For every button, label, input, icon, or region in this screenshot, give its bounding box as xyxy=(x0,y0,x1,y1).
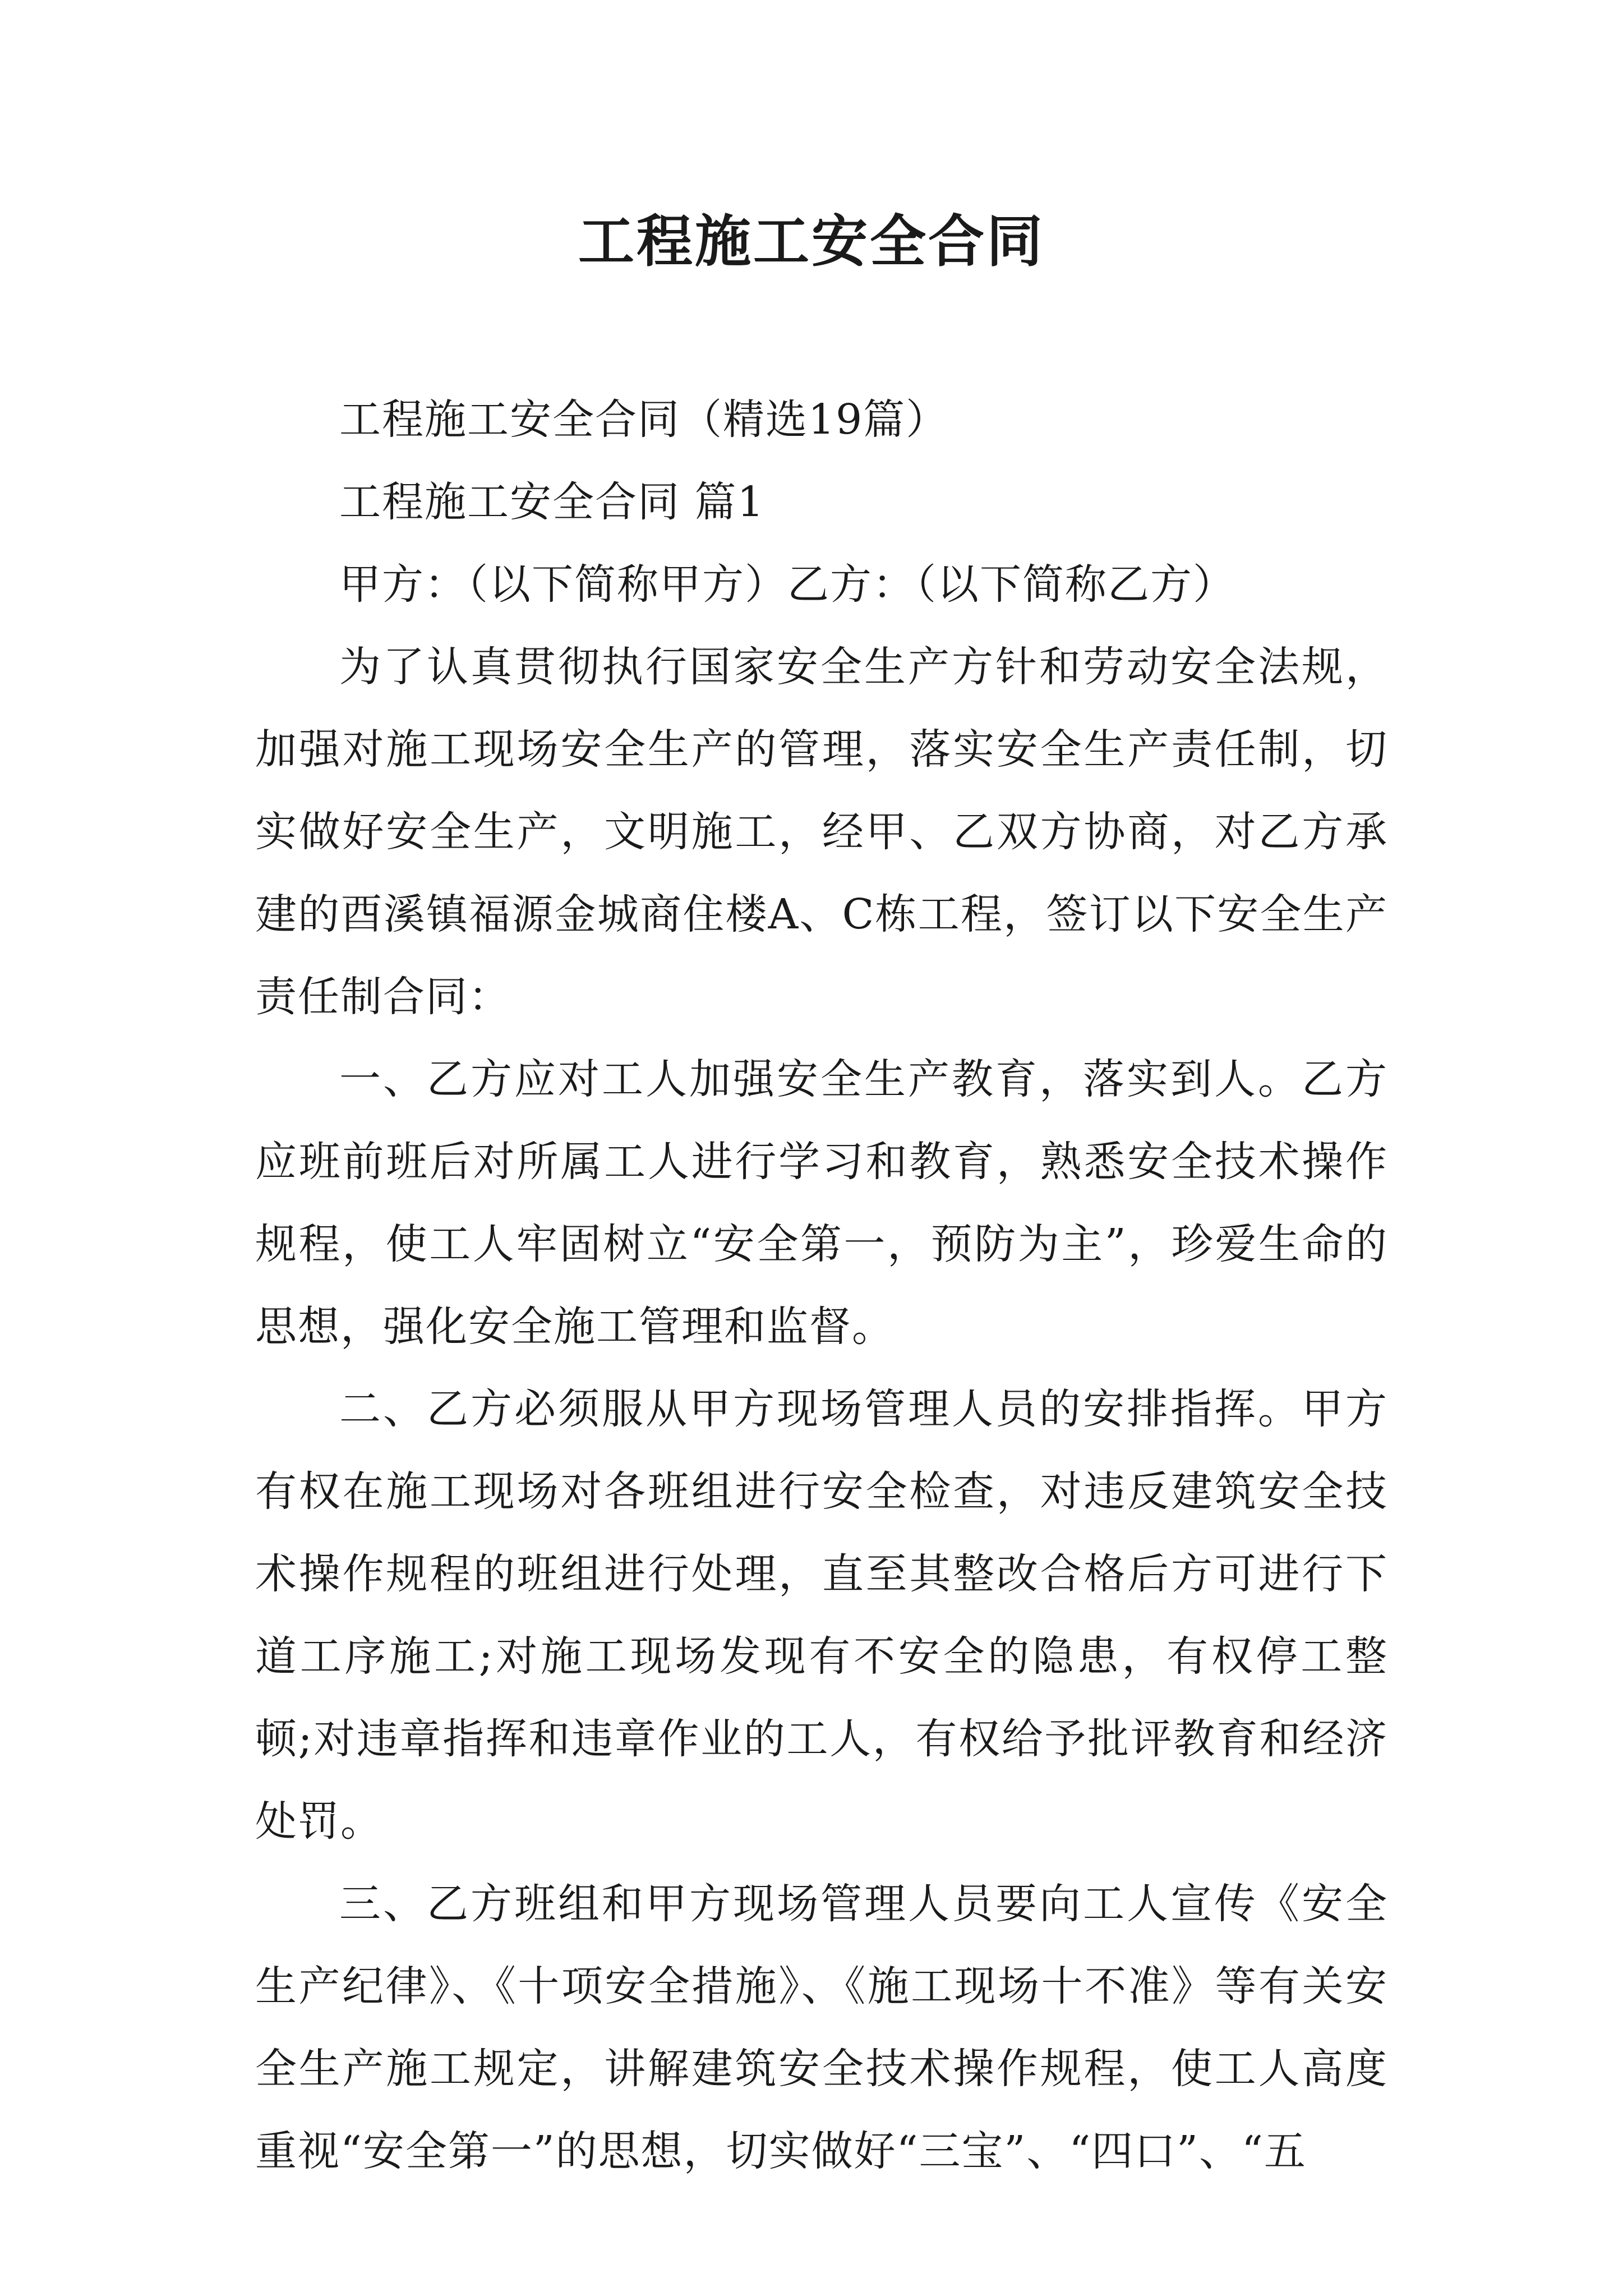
clause-3-paragraph: 三、乙方班组和甲方现场管理人员要向工人宣传《安全生产纪律》、《十项安全措施》、《施工现场十不准》等有关安全生产施工规定，讲解建筑安全技术操作规程，使工人高度重视“安全第一”的思想，切实做好“三宝”、“四口”、“五 xyxy=(255,1880,1388,2175)
document-subtitle: 工程施工安全合同（精选19篇） xyxy=(339,395,949,444)
section-heading: 工程施工安全合同 篇1 xyxy=(339,478,765,526)
preamble-paragraph: 为了认真贯彻执行国家安全生产方针和劳动安全法规，加强对施工现场安全生产的管理，落实安全生产责任制，切实做好安全生产，文明施工，经甲、乙双方协商，对乙方承建的酉溪镇福源金城商住楼A、C栋工程，签订以下安全生产责任制合同： xyxy=(255,643,1388,1021)
document-body xyxy=(255,379,1388,2193)
document-title: 工程施工安全合同 xyxy=(578,208,1045,274)
clause-1-paragraph: 一、乙方应对工人加强安全生产教育，落实到人。乙方应班前班后对所属工人进行学习和教育，熟悉安全技术操作规程，使工人牢固树立“安全第一，预防为主”，珍爱生命的思想，强化安全施工管理和监督。 xyxy=(255,1055,1388,1351)
clause-2-paragraph: 二、乙方必须服从甲方现场管理人员的安排指挥。甲方有权在施工现场对各班组进行安全检查，对违反建筑安全技术操作规程的班组进行处理，直至其整改合格后方可进行下道工序施工;对施工现场发现有不安全的隐患，有权停工整顿;对违章指挥和违章作业的工人，有权给予批评教育和经济处罚。 xyxy=(255,1385,1388,1846)
parties-line: 甲方：（以下简称甲方）乙方：（以下简称乙方） xyxy=(339,560,1235,609)
